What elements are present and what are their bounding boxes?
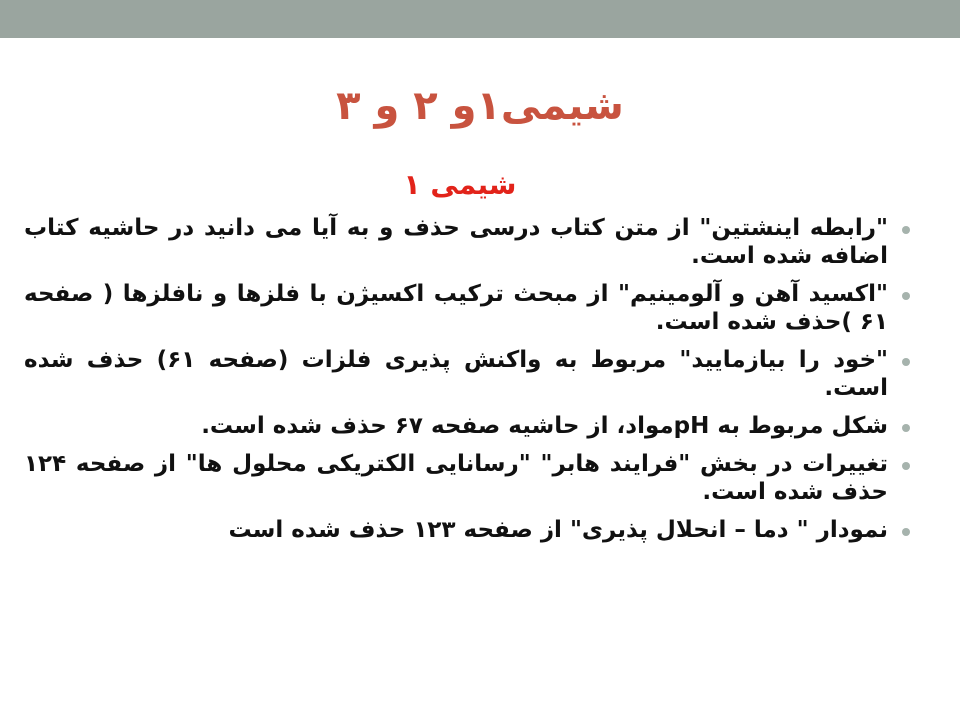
bullet-item — [24, 516, 914, 544]
bullet-list — [24, 214, 914, 554]
bullet-item — [24, 346, 914, 402]
bullet-dot-icon — [902, 358, 910, 366]
bullet-dot-icon — [902, 292, 910, 300]
slide-title: شیمی۱و ۲ و ۳ — [336, 83, 624, 129]
bullet-dot-icon — [902, 462, 910, 470]
bullet-text: نمودار " دما – انحلال پذیری" از صفحه ۱۲۳ حذف شده است — [228, 517, 888, 543]
top-bar — [0, 0, 960, 38]
slide-subtitle: شیمی ۱ — [403, 168, 517, 201]
bullet-text: تغییرات در بخش "فرایند هابر" "رسانایی الکتریکی محلول ها" از صفحه ۱۲۴ حذف شده است. — [24, 451, 888, 505]
bullet-dot-icon — [902, 528, 910, 536]
bullet-text: "خود را بیازمایید" مربوط به واکنش پذیری فلزات (صفحه ۶۱) حذف شده است. — [24, 347, 889, 401]
bullet-item — [24, 214, 914, 270]
bullet-dot-icon — [902, 226, 910, 234]
bullet-dot-icon — [902, 424, 910, 432]
bullet-item — [24, 412, 914, 440]
bullet-item — [24, 280, 914, 336]
bullet-text: "رابطه اینشتین" از متن کتاب درسی حذف و به آیا می دانید در حاشیه کتاب اضافه شده است. — [24, 215, 888, 269]
bullet-item — [24, 450, 914, 506]
bullet-text: شکل مربوط به pHمواد، از حاشیه صفحه ۶۷ حذف شده است. — [201, 413, 888, 439]
bullet-text: "اکسید آهن و آلومینیم" از مبحث ترکیب اکسیژن با فلزها و نافلزها ( صفحه ۶۱ )حذف شده است. — [24, 281, 888, 335]
